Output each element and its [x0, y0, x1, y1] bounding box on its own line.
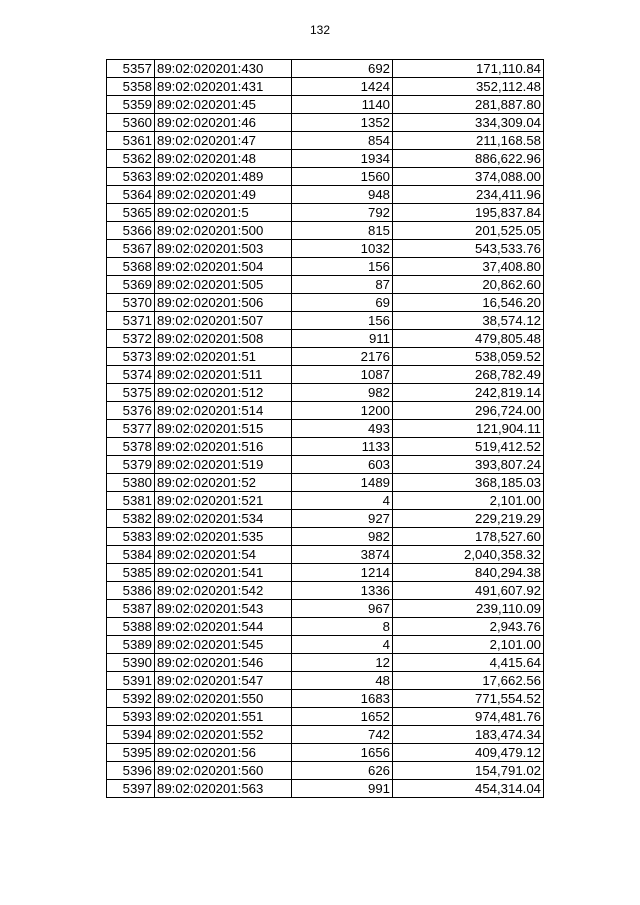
table-row	[107, 744, 544, 762]
table-row	[107, 114, 544, 132]
area-cell: 1133	[292, 438, 393, 456]
cadastral-number-cell: 89:02:020201:489	[155, 168, 292, 186]
table-row	[107, 618, 544, 636]
table-row	[107, 222, 544, 240]
row-number-cell: 5374	[107, 366, 155, 384]
cadastral-number-cell: 89:02:020201:541	[155, 564, 292, 582]
cadastral-number-cell: 89:02:020201:535	[155, 528, 292, 546]
area-cell: 982	[292, 528, 393, 546]
cadastral-number-cell: 89:02:020201:506	[155, 294, 292, 312]
area-cell: 1489	[292, 474, 393, 492]
area-cell: 69	[292, 294, 393, 312]
row-number-cell: 5369	[107, 276, 155, 294]
table-row	[107, 240, 544, 258]
cadastral-number-cell: 89:02:020201:545	[155, 636, 292, 654]
cadastral-number-cell: 89:02:020201:507	[155, 312, 292, 330]
row-number-cell: 5386	[107, 582, 155, 600]
area-cell: 626	[292, 762, 393, 780]
row-number-cell: 5383	[107, 528, 155, 546]
cadastral-value-cell: 393,807.24	[393, 456, 544, 474]
cadastral-number-cell: 89:02:020201:516	[155, 438, 292, 456]
cadastral-value-cell: 234,411.96	[393, 186, 544, 204]
cadastral-value-cell: 368,185.03	[393, 474, 544, 492]
cadastral-value-cell: 20,862.60	[393, 276, 544, 294]
cadastral-number-cell: 89:02:020201:49	[155, 186, 292, 204]
cadastral-number-cell: 89:02:020201:511	[155, 366, 292, 384]
table-row	[107, 456, 544, 474]
area-cell: 1214	[292, 564, 393, 582]
row-number-cell: 5358	[107, 78, 155, 96]
table-row	[107, 258, 544, 276]
area-cell: 854	[292, 132, 393, 150]
cadastral-number-cell: 89:02:020201:5	[155, 204, 292, 222]
area-cell: 911	[292, 330, 393, 348]
table-row	[107, 546, 544, 564]
cadastral-value-cell: 491,607.92	[393, 582, 544, 600]
table-row	[107, 510, 544, 528]
cadastral-value-cell: 296,724.00	[393, 402, 544, 420]
area-cell: 1424	[292, 78, 393, 96]
cadastral-value-cell: 543,533.76	[393, 240, 544, 258]
area-cell: 12	[292, 654, 393, 672]
cadastral-number-cell: 89:02:020201:551	[155, 708, 292, 726]
cadastral-number-cell: 89:02:020201:48	[155, 150, 292, 168]
table-row	[107, 330, 544, 348]
cadastral-value-cell: 886,622.96	[393, 150, 544, 168]
cadastral-number-cell: 89:02:020201:563	[155, 780, 292, 798]
row-number-cell: 5397	[107, 780, 155, 798]
cadastral-number-cell: 89:02:020201:46	[155, 114, 292, 132]
row-number-cell: 5389	[107, 636, 155, 654]
area-cell: 1683	[292, 690, 393, 708]
area-cell: 156	[292, 258, 393, 276]
row-number-cell: 5362	[107, 150, 155, 168]
table-row	[107, 636, 544, 654]
row-number-cell: 5388	[107, 618, 155, 636]
area-cell: 991	[292, 780, 393, 798]
table-row	[107, 762, 544, 780]
cadastral-value-cell: 38,574.12	[393, 312, 544, 330]
table-row	[107, 168, 544, 186]
row-number-cell: 5359	[107, 96, 155, 114]
table-row	[107, 78, 544, 96]
table-row	[107, 780, 544, 798]
cadastral-value-cell: 2,943.76	[393, 618, 544, 636]
area-cell: 692	[292, 60, 393, 78]
row-number-cell: 5391	[107, 672, 155, 690]
area-cell: 1656	[292, 744, 393, 762]
table-row	[107, 708, 544, 726]
cadastral-value-cell: 479,805.48	[393, 330, 544, 348]
cadastral-value-cell: 334,309.04	[393, 114, 544, 132]
cadastral-table	[106, 59, 544, 798]
cadastral-number-cell: 89:02:020201:504	[155, 258, 292, 276]
cadastral-number-cell: 89:02:020201:543	[155, 600, 292, 618]
area-cell: 8	[292, 618, 393, 636]
cadastral-number-cell: 89:02:020201:52	[155, 474, 292, 492]
cadastral-value-cell: 2,101.00	[393, 636, 544, 654]
area-cell: 4	[292, 636, 393, 654]
table-row	[107, 150, 544, 168]
table-row	[107, 726, 544, 744]
area-cell: 1560	[292, 168, 393, 186]
cadastral-value-cell: 519,412.52	[393, 438, 544, 456]
row-number-cell: 5371	[107, 312, 155, 330]
cadastral-number-cell: 89:02:020201:519	[155, 456, 292, 474]
cadastral-value-cell: 37,408.80	[393, 258, 544, 276]
table-row	[107, 654, 544, 672]
cadastral-number-cell: 89:02:020201:503	[155, 240, 292, 258]
table-row	[107, 186, 544, 204]
cadastral-value-cell: 2,101.00	[393, 492, 544, 510]
row-number-cell: 5396	[107, 762, 155, 780]
area-cell: 967	[292, 600, 393, 618]
area-cell: 3874	[292, 546, 393, 564]
row-number-cell: 5372	[107, 330, 155, 348]
cadastral-number-cell: 89:02:020201:550	[155, 690, 292, 708]
row-number-cell: 5393	[107, 708, 155, 726]
table-row	[107, 672, 544, 690]
cadastral-number-cell: 89:02:020201:431	[155, 78, 292, 96]
row-number-cell: 5367	[107, 240, 155, 258]
area-cell: 742	[292, 726, 393, 744]
row-number-cell: 5375	[107, 384, 155, 402]
cadastral-number-cell: 89:02:020201:560	[155, 762, 292, 780]
cadastral-number-cell: 89:02:020201:534	[155, 510, 292, 528]
cadastral-value-cell: 2,040,358.32	[393, 546, 544, 564]
area-cell: 792	[292, 204, 393, 222]
area-cell: 815	[292, 222, 393, 240]
row-number-cell: 5395	[107, 744, 155, 762]
cadastral-value-cell: 17,662.56	[393, 672, 544, 690]
row-number-cell: 5377	[107, 420, 155, 438]
cadastral-number-cell: 89:02:020201:47	[155, 132, 292, 150]
cadastral-number-cell: 89:02:020201:54	[155, 546, 292, 564]
cadastral-number-cell: 89:02:020201:430	[155, 60, 292, 78]
area-cell: 1032	[292, 240, 393, 258]
area-cell: 87	[292, 276, 393, 294]
table-row	[107, 294, 544, 312]
table-row	[107, 312, 544, 330]
table-row	[107, 132, 544, 150]
row-number-cell: 5381	[107, 492, 155, 510]
cadastral-number-cell: 89:02:020201:56	[155, 744, 292, 762]
row-number-cell: 5384	[107, 546, 155, 564]
cadastral-value-cell: 4,415.64	[393, 654, 544, 672]
area-cell: 1352	[292, 114, 393, 132]
table-row	[107, 690, 544, 708]
row-number-cell: 5385	[107, 564, 155, 582]
row-number-cell: 5361	[107, 132, 155, 150]
cadastral-number-cell: 89:02:020201:500	[155, 222, 292, 240]
cadastral-value-cell: 121,904.11	[393, 420, 544, 438]
cadastral-number-cell: 89:02:020201:508	[155, 330, 292, 348]
cadastral-value-cell: 242,819.14	[393, 384, 544, 402]
row-number-cell: 5387	[107, 600, 155, 618]
table-body	[107, 60, 544, 798]
table-row	[107, 564, 544, 582]
cadastral-number-cell: 89:02:020201:505	[155, 276, 292, 294]
cadastral-number-cell: 89:02:020201:547	[155, 672, 292, 690]
cadastral-number-cell: 89:02:020201:512	[155, 384, 292, 402]
table-row	[107, 276, 544, 294]
cadastral-number-cell: 89:02:020201:515	[155, 420, 292, 438]
cadastral-value-cell: 454,314.04	[393, 780, 544, 798]
cadastral-value-cell: 211,168.58	[393, 132, 544, 150]
area-cell: 603	[292, 456, 393, 474]
row-number-cell: 5357	[107, 60, 155, 78]
table-row	[107, 492, 544, 510]
row-number-cell: 5373	[107, 348, 155, 366]
row-number-cell: 5370	[107, 294, 155, 312]
row-number-cell: 5380	[107, 474, 155, 492]
cadastral-value-cell: 974,481.76	[393, 708, 544, 726]
cadastral-value-cell: 178,527.60	[393, 528, 544, 546]
area-cell: 1200	[292, 402, 393, 420]
row-number-cell: 5360	[107, 114, 155, 132]
row-number-cell: 5394	[107, 726, 155, 744]
row-number-cell: 5392	[107, 690, 155, 708]
cadastral-number-cell: 89:02:020201:521	[155, 492, 292, 510]
area-cell: 1087	[292, 366, 393, 384]
cadastral-value-cell: 374,088.00	[393, 168, 544, 186]
cadastral-number-cell: 89:02:020201:552	[155, 726, 292, 744]
table-row	[107, 528, 544, 546]
row-number-cell: 5364	[107, 186, 155, 204]
row-number-cell: 5365	[107, 204, 155, 222]
cadastral-value-cell: 239,110.09	[393, 600, 544, 618]
table-row	[107, 348, 544, 366]
cadastral-value-cell: 229,219.29	[393, 510, 544, 528]
row-number-cell: 5382	[107, 510, 155, 528]
table-row	[107, 402, 544, 420]
table-row	[107, 438, 544, 456]
row-number-cell: 5363	[107, 168, 155, 186]
area-cell: 982	[292, 384, 393, 402]
cadastral-number-cell: 89:02:020201:542	[155, 582, 292, 600]
area-cell: 4	[292, 492, 393, 510]
page-number: 132	[309, 23, 331, 37]
cadastral-value-cell: 195,837.84	[393, 204, 544, 222]
table-row	[107, 600, 544, 618]
cadastral-number-cell: 89:02:020201:51	[155, 348, 292, 366]
area-cell: 493	[292, 420, 393, 438]
cadastral-value-cell: 352,112.48	[393, 78, 544, 96]
area-cell: 1140	[292, 96, 393, 114]
area-cell: 156	[292, 312, 393, 330]
table-row	[107, 384, 544, 402]
area-cell: 1934	[292, 150, 393, 168]
area-cell: 2176	[292, 348, 393, 366]
area-cell: 1652	[292, 708, 393, 726]
area-cell: 948	[292, 186, 393, 204]
cadastral-value-cell: 771,554.52	[393, 690, 544, 708]
row-number-cell: 5368	[107, 258, 155, 276]
table-row	[107, 420, 544, 438]
area-cell: 1336	[292, 582, 393, 600]
table-row	[107, 60, 544, 78]
cadastral-value-cell: 538,059.52	[393, 348, 544, 366]
cadastral-number-cell: 89:02:020201:45	[155, 96, 292, 114]
row-number-cell: 5390	[107, 654, 155, 672]
row-number-cell: 5376	[107, 402, 155, 420]
table-row	[107, 366, 544, 384]
row-number-cell: 5378	[107, 438, 155, 456]
row-number-cell: 5379	[107, 456, 155, 474]
cadastral-value-cell: 201,525.05	[393, 222, 544, 240]
table-row	[107, 474, 544, 492]
cadastral-value-cell: 183,474.34	[393, 726, 544, 744]
cadastral-number-cell: 89:02:020201:544	[155, 618, 292, 636]
table-row	[107, 582, 544, 600]
table-row	[107, 204, 544, 222]
area-cell: 927	[292, 510, 393, 528]
cadastral-value-cell: 171,110.84	[393, 60, 544, 78]
cadastral-number-cell: 89:02:020201:514	[155, 402, 292, 420]
area-cell: 48	[292, 672, 393, 690]
cadastral-value-cell: 154,791.02	[393, 762, 544, 780]
cadastral-value-cell: 16,546.20	[393, 294, 544, 312]
table-row	[107, 96, 544, 114]
cadastral-value-cell: 409,479.12	[393, 744, 544, 762]
cadastral-number-cell: 89:02:020201:546	[155, 654, 292, 672]
cadastral-value-cell: 281,887.80	[393, 96, 544, 114]
row-number-cell: 5366	[107, 222, 155, 240]
cadastral-value-cell: 268,782.49	[393, 366, 544, 384]
cadastral-value-cell: 840,294.38	[393, 564, 544, 582]
